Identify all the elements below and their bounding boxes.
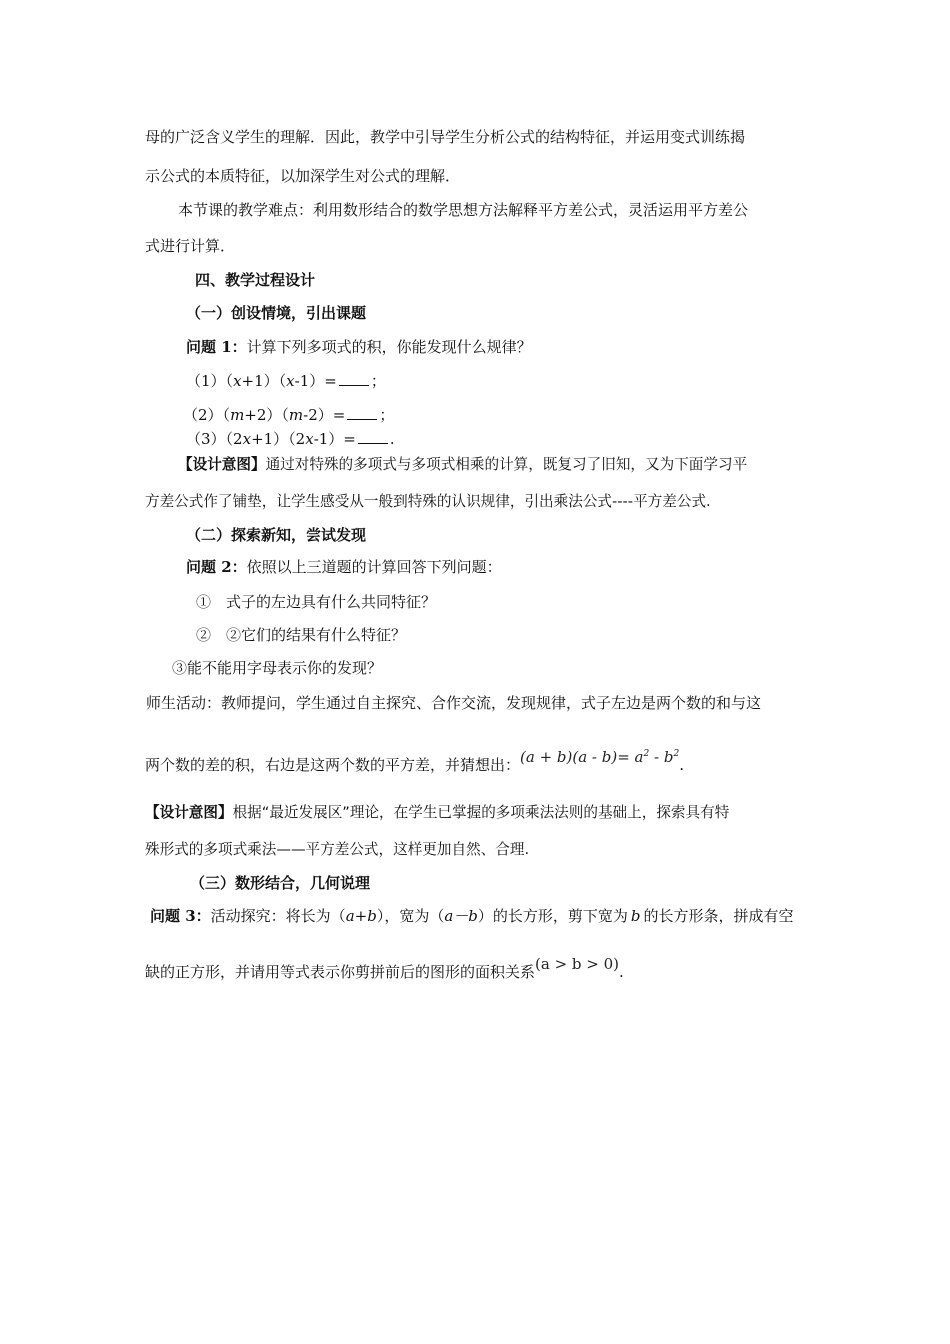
question1-text: 计算下列多项式的积，你能发现什么规律？ [246,338,532,356]
exercise-3-var: x [305,430,314,448]
question1 [186,337,532,357]
answer-blank[interactable] [347,405,377,420]
question3-end: . [619,963,624,981]
question3-line2-text: 缺的正方形，并请用等式表示你剪拼前后的图形的面积关系 [145,963,536,981]
exercise-3-part: （2 [225,430,243,448]
para1-line1: 母的广泛含义学生的理解．因此，教学中引导学生分析公式的结构特征，并运用变式训练揭 [145,128,746,146]
question3-line1 [150,906,794,926]
exercise-3-num: （3） [186,430,226,448]
question3-var: a－b [444,907,478,925]
question3-text: 的长方形条，拼成有空 [643,907,794,925]
question3-text: ），宽为（ [376,907,445,925]
exercise-1-part: +1）（ [241,372,287,390]
answer-blank[interactable] [339,371,369,386]
design-intent-1-line1 [178,455,747,475]
exercise-2-num: （2） [183,406,223,424]
formula-exponent: 2 [643,749,650,759]
sub3-heading: （三）数形结合，几何说理 [190,874,371,892]
sub1-heading: （一）创设情境，引出课题 [186,304,367,322]
design-intent-label: 【设计意图】 [145,804,233,821]
question2-label: 问题 2： [186,558,247,576]
question2 [186,557,502,577]
design-intent-text: 根据“最近发展区”理论，在学生已掌握的多项乘法法则的基础上，探索具有特 [232,804,730,821]
formula-exponent: 2 [673,749,680,759]
para2-line1: 本节课的教学难点：利用数形结合的数学思想方法解释平方差公式，灵活运用平方差公 [178,201,749,219]
design-intent-2-line1 [145,803,729,823]
question2-item-2: ② ②它们的结果有什么特征？ [196,626,407,644]
formula-mid: - b [649,748,674,766]
exercise-item-3 [186,429,395,449]
exercise-1-end: ； [370,372,386,390]
exercise-2-part: +2）（ [244,406,289,424]
exercise-3-var: x [242,430,252,448]
question3-text: 活动探究：将长为（ [210,907,346,925]
exercise-1-part: -1）= [294,372,337,390]
question3-var: b [630,907,641,925]
exercise-1-num: （1） [186,372,226,390]
question3-var: a+b [345,907,377,925]
exercise-2-var: m [288,406,304,424]
sub2-heading: （二）探索新知，尝试发现 [186,526,367,544]
question3-label: 问题 3： [150,907,211,925]
exercise-2-part: -2）= [303,406,346,424]
design-intent-text: 通过对特殊的多项式与多项式相乘的计算，既复习了旧知，又为下面学习平 [265,456,748,473]
activity-line2-text: 两个数的差的积，右边是这两个数的平方差，并猜想出： [145,756,521,774]
section4-heading: 四、教学过程设计 [195,271,316,289]
exercise-1-var: x [233,372,242,390]
exercise-item-2 [183,405,394,425]
activity-line1: 师生活动：教师提问，学生通过自主探究、合作交流，发现规律，式子左边是两个数的和与这 [146,694,762,712]
exercise-3-part: -1）= [313,430,356,448]
question2-item-3: ③能不能用字母表示你的发现？ [172,659,383,677]
question2-item-1: ① 式子的左边具有什么共同特征？ [196,593,437,611]
exercise-3-end: . [389,430,395,448]
question3-text: ）的长方形，剪下宽为 [477,907,628,925]
exercise-item-1 [186,371,386,391]
difference-of-squares-formula [520,748,679,766]
question1-label: 问题 1： [186,338,247,356]
exercise-2-end: ； [379,406,395,424]
answer-blank[interactable] [358,429,388,444]
design-intent-2-line2: 殊形式的多项式乘法——平方差公式，这样更加自然、合理. [145,841,530,858]
question3-line2 [145,955,624,982]
design-intent-1-line2: 方差公式作了铺垫，让学生感受从一般到特殊的认识规律，引出乘法公式----平方差公式. [145,493,711,510]
exercise-2-part: （ [222,406,231,424]
formula-lhs: (a + b)(a - b)= a [520,748,644,766]
question2-text: 依照以上三道题的计算回答下列问题： [246,558,502,576]
design-intent-label: 【设计意图】 [178,456,266,473]
formula-end: . [679,756,684,774]
para1-line2: 示公式的本质特征，以加深学生对公式的理解． [145,167,461,185]
condition-formula: (a > b > 0) [535,955,620,973]
exercise-3-part: +1）（2 [251,430,306,448]
para2-line2: 式进行计算． [145,237,236,255]
exercise-1-part: （ [225,372,234,390]
exercise-2-var: m [230,406,245,424]
activity-line2 [145,748,684,775]
exercise-1-var: x [286,372,295,390]
